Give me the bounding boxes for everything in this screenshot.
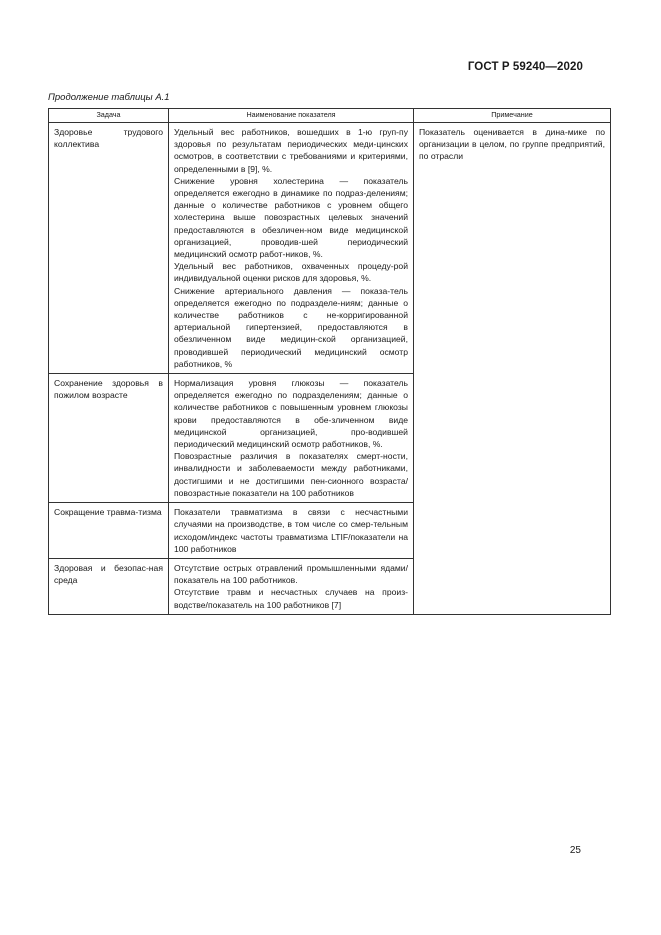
indicator-text: Удельный вес работников, вошедших в 1-ю груп-пу здоровья по результатам периодических меди-цинских осмотров, в соответствии с требованиями и критериями, определенными в [9], %. xyxy=(174,127,408,174)
indicator-text: Нормализация уровня глюкозы — показатель определяется ежегодно по подразделениям; данные о количестве работников с повышенным уровнем глюкозы крови предоставляются в обе-зличенном виде медицинской организацией, про-водившей периодический медицинский осмотр работников, %. xyxy=(174,378,408,450)
table-header-row xyxy=(49,109,611,123)
task-cell: Здоровая и безопас-ная среда xyxy=(49,558,169,614)
task-cell: Здоровье трудового коллектива xyxy=(49,123,169,374)
indicator-text: Повозрастные различия в показателях смерт-ности, инвалидности и заболеваемости между работниками, достигшими и не достигшими пен-сионного возраста/повозрастные показатели на 100 работников xyxy=(174,451,408,498)
task-cell: Сохранение здоровья в пожилом возрасте xyxy=(49,374,169,503)
indicator-cell xyxy=(169,558,414,614)
header-task: Задача xyxy=(49,109,169,123)
indicator-text: Отсутствие острых отравлений промышленными ядами/показатель на 100 работников. xyxy=(174,562,408,586)
indicator-text: Показатели травматизма в связи с несчастными случаями на производстве, в том числе со смер-тельным исходом/индекс частоты травматизма LTIF/показатели на 100 работников xyxy=(174,507,408,554)
indicator-cell xyxy=(169,123,414,374)
header-note: Примечание xyxy=(414,109,611,123)
table-caption: Продолжение таблицы А.1 xyxy=(48,92,170,103)
indicator-text: Снижение артериального давления — показа-тель определяется ежегодно по подразделе-ниям; данные о количестве работников с не-корригированной артериальной гипертензией, предоставляются в обезличенном виде медицин-ской организацией, проводившей периодический медицинский осмотр работников, % xyxy=(174,285,408,369)
indicator-text: Удельный вес работников, охваченных процеду-рой индивидуальной оценки рисков для здоровья, %. xyxy=(174,261,408,284)
note-cell: Показатель оценивается в дина-мике по организации в целом, по группе предприятий, по отрасли xyxy=(414,123,611,615)
indicator-cell xyxy=(169,503,414,559)
table-row xyxy=(49,123,611,374)
page-number: 25 xyxy=(569,845,581,856)
document-code: ГОСТ Р 59240—2020 xyxy=(467,61,583,73)
indicator-cell xyxy=(169,374,414,503)
indicators-table xyxy=(48,108,611,615)
indicator-text: Снижение уровня холестерина — показатель определяется ежегодно в динамике по подраз-делениям; данные о количестве работников с уровнем общего холестерина выше повозрастных целевых значений предоставляются в обезличен-ном виде медицинской организацией, проводив-шей периодический медицинский осмотр работ-ников, %. xyxy=(174,175,408,260)
task-cell: Сокращение травма-тизма xyxy=(49,503,169,559)
header-indicator: Наименование показателя xyxy=(169,109,414,123)
indicator-text: Отсутствие травм и несчастных случаев на произ-водстве/показатель на 100 работников [7] xyxy=(174,587,408,610)
